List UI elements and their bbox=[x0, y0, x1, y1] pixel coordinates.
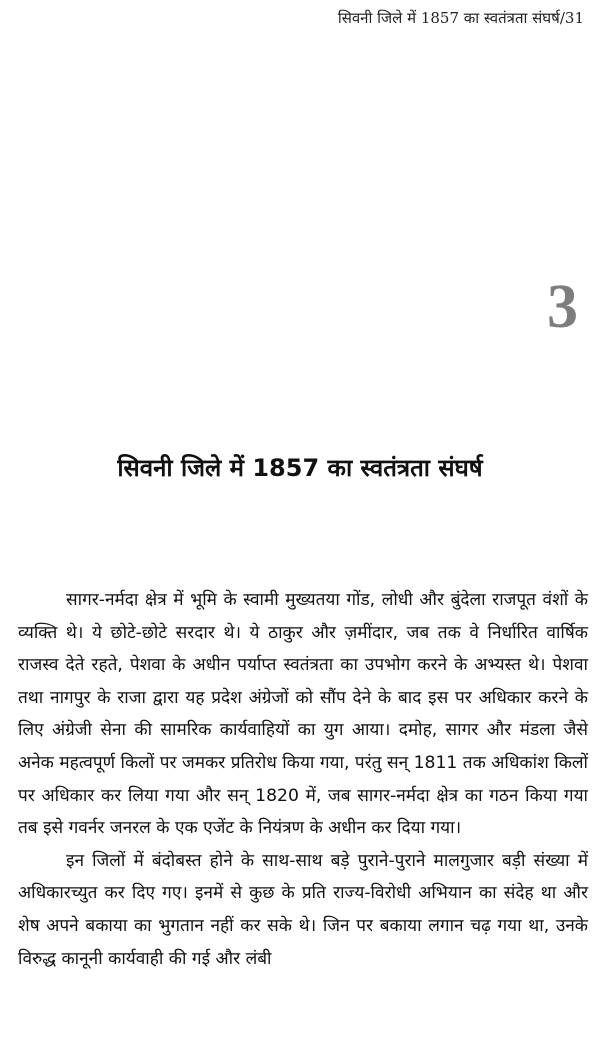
paragraph: सागर-नर्मदा क्षेत्र में भूमि के स्वामी मुख्यतया गोंड, लोधी और बुंदेला राजपूत वंशों के व्यक्ति थे। ये छोटे-छोटे सरदार थे। ये ठाकुर और ज़मींदार, जब तक वे निर्धारित वार्षिक राजस्व देते रहते, पेशवा के अधीन पर्याप्त स्वतंत्रता का उपभोग करने के अभ्यस्त थे। पेशवा तथा नागपुर के राजा द्वारा यह प्रदेश अंग्रेजों को सौंप देने के बाद इस पर अधिकार करने के लिए अंग्रेजी सेना की सामरिक कार्यवाहियों का युग आया। दमोह, सागर और मंडला जैसे अनेक महत्वपूर्ण किलों पर जमकर प्रतिरोध किया गया, परंतु सन् 1811 तक अधिकांश किलों पर अधिकार कर लिया गया और सन् 1820 में, जब सागर-नर्मदा क्षेत्र का गठन किया गया तब इसे गवर्नर जनरल के एक एजेंट के नियंत्रण के अधीन कर दिया गया। bbox=[18, 590, 588, 839]
chapter-number: 3 bbox=[547, 273, 578, 341]
paragraph: इन जिलों में बंदोबस्त होने के साथ-साथ बड़े पुराने-पुराने मालगुजार बड़ी संख्या में अधिकारच्युत कर दिए गए। इनमें से कुछ के प्रति राज्य-विरोधी अभियान का संदेह था और शेष अपने बकाया का भुगतान नहीं कर सके थे। जिन पर बकाया लगान चढ़ गया था, उनके विरुद्ध कानूनी कार्यवाही की गई और लंबी bbox=[18, 850, 588, 969]
running-header: सिवनी जिले में 1857 का स्वतंत्रता संघर्ष/31 bbox=[337, 9, 584, 27]
chapter-title: सिवनी जिले में 1857 का स्वतंत्रता संघर्ष bbox=[117, 454, 483, 482]
body-text bbox=[18, 584, 588, 975]
